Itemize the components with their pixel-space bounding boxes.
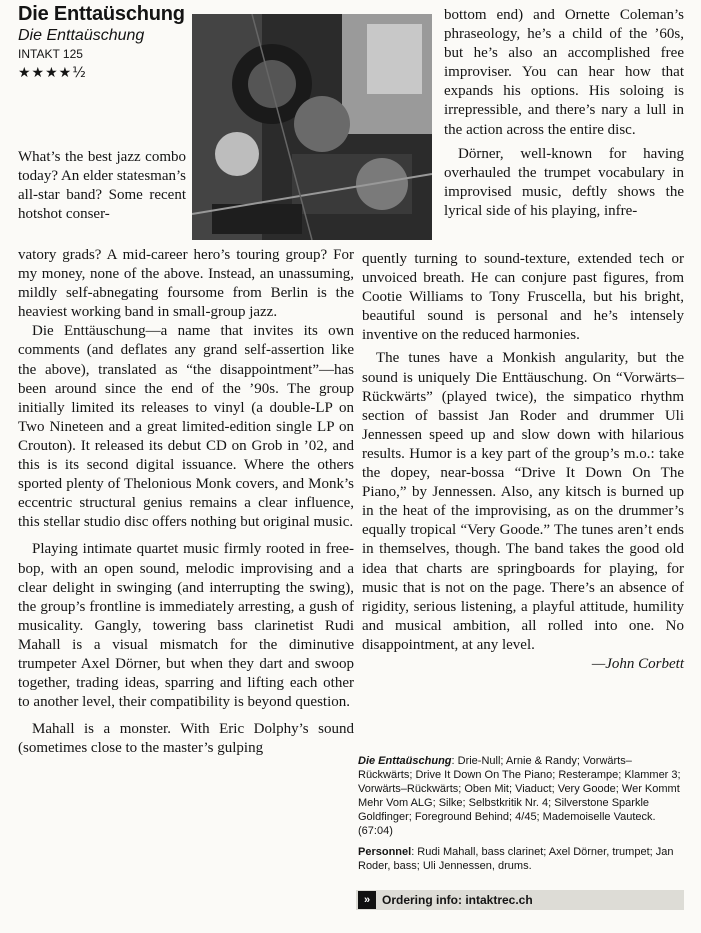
paragraph-4-continued: bottom end) and Ornette Coleman’s phraseology, he’s a child of the ’60s, but he’s also an accomplished free improviser. You can hear how that expands his options. His soloing is irrepressible, and there’s nary a lull in the action across the entire disc. [444, 7, 684, 138]
album-title: Die Enttaüschung [18, 27, 145, 44]
column2-top-text [444, 6, 684, 221]
paragraph-3: Playing intimate quartet music firmly rooted in free-bop, with an open sound, melodic improvising and a clear delight in swinging (and interrupting the swing), the group’s frontline is immediately arresting, a gush of musicality. Gangly, towering bass clarinetist Rudi Mahall is a visual mismatch for the diminutive trumpeter Axel Dörner, but when they dart and swoop together, trading ideas, sparring and lifting each other to another level, their compatibility is beyond question. [18, 541, 354, 711]
ordering-info-text: Ordering info: intaktrec.ch [382, 893, 533, 907]
album-cover-image [192, 14, 432, 240]
byline: —John Corbett [591, 655, 684, 672]
paragraph-2: Die Enttäuschung—a name that invites its own comments (and deflates any grand self-assertion like the above), translated as “the disappointment”—has been around since the end of the ’90s. The group initially limited its releases to vinyl (a double-LP on Two Nineteen and a great limited-edition single LP on Crouton). It released its debut CD on Grob in ’02, and this is its second digital issuance. Where the others sported plenty of Thelonious Monk covers, and Monk’s eccentric structural genius remains a clear influence, this stellar studio disc offers nothing but original music. [18, 323, 354, 531]
paragraph-5-start: Dörner, well-known for having overhauled the trumpet vocabulary in improvised music, deftly shows the lyrical side of his playing, infre- [444, 145, 684, 219]
paragraph-5-rest: quently turning to sound-texture, extended tech or unvoiced breath. He can conjure past figures, from Cootie Williams to Tony Fruscella, but his bright, beautiful sound is personal and he’s intensely inventive on the reduced harmonies. [362, 251, 684, 344]
double-chevron-icon: » [358, 891, 376, 909]
column1-top-text [18, 148, 186, 224]
personnel-label: Personnel [358, 845, 412, 858]
star-rating: ★★★★½ [18, 65, 87, 81]
column2-text [362, 250, 684, 674]
paragraph-4-start: Mahall is a monster. With Eric Dolphy’s sound (sometimes close to the master’s gulping [18, 721, 354, 757]
column1-text [18, 246, 354, 758]
tracklist-text: : Drie-Null; Arnie & Randy; Vorwärts–Rückwärts; Drive It Down On The Piano; Resterampe; Klammer 3; Vorwärts–Rückwärts; Oben Mit; Viaduct; Very Goode; Wer Kommt Mehr Vom ALG; Silke; Selbstkritik Nr. 4; Silverstone Sparkle Goldfinger; Foreground Behind; 4/45; Mademoiselle Vauteck. (67:04) [358, 755, 681, 838]
tracklist-title: Die Enttaüschung [358, 755, 452, 767]
ordering-info-bar [356, 890, 684, 910]
paragraph-1-start: What’s the best jazz combo today? An elder statesman’s all-star band? Some recent hotshot conser- [18, 149, 186, 223]
paragraph-6: The tunes have a Monkish angularity, but the sound is uniquely Die Enttäuschung. On “Vorwärts–Rückwärts” (played twice), the simpatico rhythm section of bassist Jan Roder and drummer Uli Jennessen speed up and slow down with hilarious results. Humor is a key part of the group’s m.o.: take the dopey, near-bossa “Drive It Down On The Piano,” by Jennessen. Also, any kitsch is burned up in the heat of the improvising, as on the drummer’s equally tropical “Very Goode.” The tunes aren’t ends in themselves, though. The band takes the good old idea that charts are springboards for playing, for music that is not on the page. There’s an absence of rigidity, serious listening, a playful attitude, humility and musical ambition, all rolled into one. No disappointment, at any level. [362, 350, 684, 653]
personnel-text: : Rudi Mahall, bass clarinet; Axel Dörner, trumpet; Jan Roder, bass; Uli Jennessen, drums. [358, 845, 674, 872]
personnel [358, 845, 684, 873]
artist-title: Die Enttaüschung [18, 3, 185, 25]
review-header [18, 4, 188, 81]
label-catalog: INTAKT 125 [18, 47, 83, 61]
tracklist-box [358, 754, 684, 873]
tracklist [358, 754, 684, 839]
album-cover-art [192, 14, 432, 240]
paragraph-1-rest: vatory grads? A mid-career hero’s touring group? For my money, none of the above. Instead, an unassuming, mildly self-abnegating foursome from Berlin is the heaviest working band in small-group jazz. [18, 247, 354, 321]
